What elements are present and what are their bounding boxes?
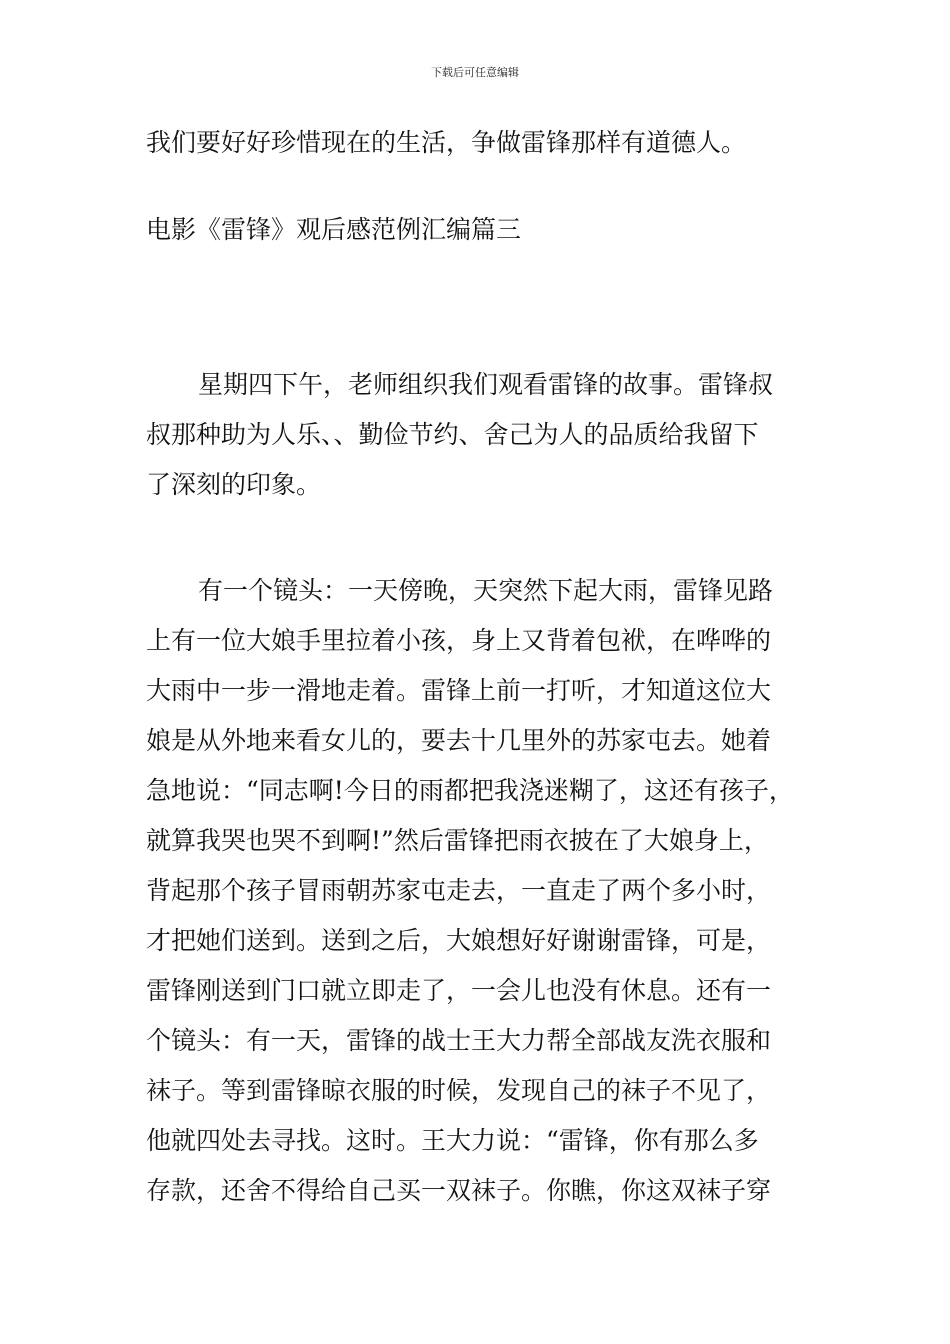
paragraph-line: 背起那个孩子冒雨朝苏家屯走去，一直走了两个多小时， (146, 876, 772, 905)
paragraph-line: 娘是从外地来看女儿的，要去十几里外的苏家屯去。她着 (146, 726, 772, 755)
paragraph-line: 有一个镜头：一天傍晚，天突然下起大雨，雷锋见路 (198, 576, 774, 605)
paragraph-line: 星期四下午，老师组织我们观看雷锋的故事。雷锋叔 (198, 370, 774, 399)
paragraph-line: 叔那种助为人乐、、勤俭节约、舍己为人的品质给我留下 (146, 420, 759, 449)
paragraph-1 (146, 367, 826, 503)
paragraph-line: 个镜头：有一天，雷锋的战士王大力帮全部战友洗衣服和 (146, 1026, 772, 1055)
document-body (146, 128, 826, 1209)
closing-line: 我们要好好珍惜现在的生活，争做雷锋那样有道德人。 (146, 128, 747, 157)
paragraph-line: 才把她们送到。送到之后，大娘想好好谢谢雷锋，可是， (146, 926, 772, 955)
page-header-note: 下载后可任意编辑 (431, 66, 519, 79)
section-title: 电影《雷锋》观后感范例汇编篇三 (146, 215, 522, 244)
paragraph-line: 就算我哭也哭不到啊!”然后雷锋把雨衣披在了大娘身上， (146, 826, 769, 855)
paragraph-line: 袜子。等到雷锋晾衣服的时候，发现自己的袜子不见了， (146, 1076, 772, 1105)
paragraph-line: 他就四处去寻找。这时。王大力说：“雷锋，你有那么多 (146, 1126, 759, 1155)
paragraph-line: 大雨中一步一滑地走着。雷锋上前一打听，才知道这位大 (146, 676, 772, 705)
paragraph-line: 了深刻的印象。 (146, 470, 322, 499)
paragraph-line: 雷锋刚送到门口就立即走了，一会儿也没有休息。还有一 (146, 976, 772, 1005)
paragraph-line: 急地说：“同志啊!今日的雨都把我浇迷糊了，这还有孩子， (146, 776, 794, 805)
paragraph-2 (146, 573, 826, 1209)
paragraph-line: 存款，还舍不得给自己买一双袜子。你瞧，你这双袜子穿 (146, 1176, 772, 1205)
paragraph-line: 上有一位大娘手里拉着小孩，身上又背着包袱，在哗哗的 (146, 626, 772, 655)
